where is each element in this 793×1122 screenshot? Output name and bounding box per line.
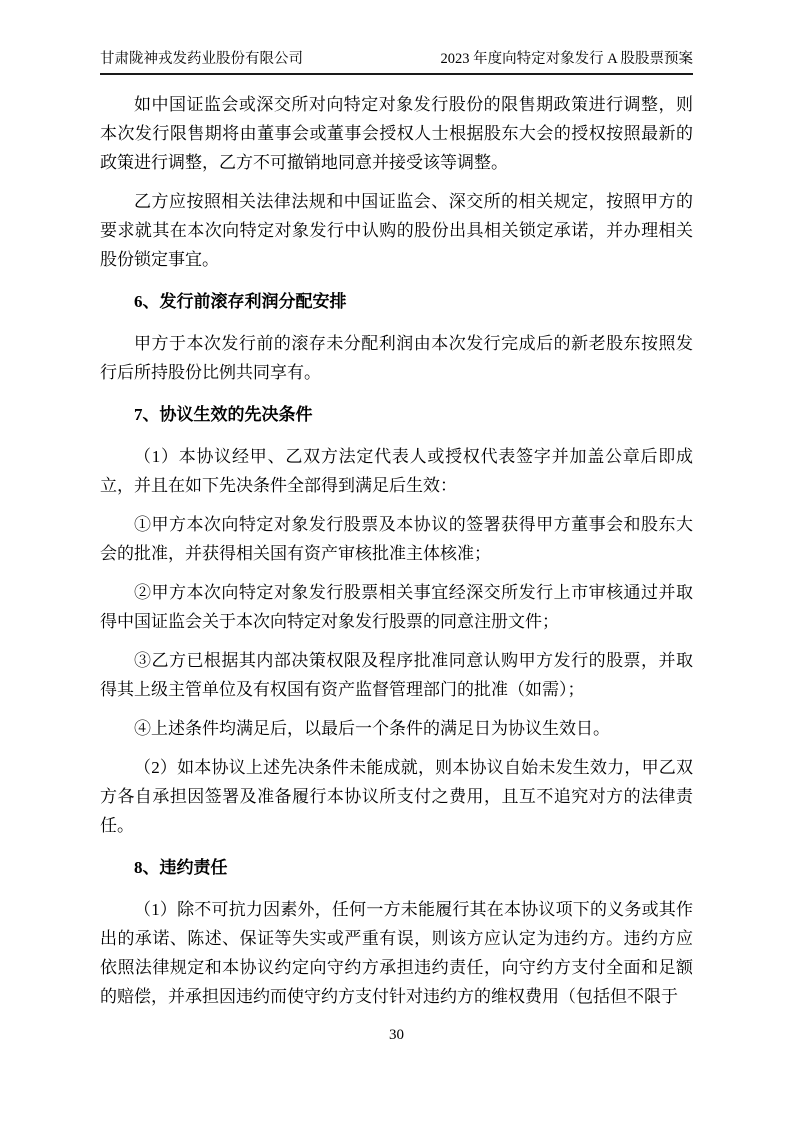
page-number: 30 [389, 1027, 404, 1043]
paragraph: （2）如本协议上述先决条件未能成就，则本协议自始未发生效力，甲乙双方各自承担因签署及准备履行本协议所支付之费用，且互不追究对方的法律责任。 [100, 758, 693, 835]
paragraph: 甲方于本次发行前的滚存未分配利润由本次发行完成后的新老股东按照发行后所持股份比例共同享有。 [100, 334, 693, 382]
paragraph: （1）除不可抗力因素外，任何一方未能履行其在本协议项下的义务或其作出的承诺、陈述、保证等失实或严重有误，则该方应认定为违约方。违约方应依照法律规定和本协议约定向守约方承担违约责任，向守约方支付全面和足额的赔偿，并承担因违约而使守约方支付针对违约方的维权费用（包括但不限于 [100, 900, 693, 1006]
list-item-1: ①甲方本次向特定对象发行股票及本协议的签署获得甲方董事会和股东大会的批准，并获得相关国有资产审核批准主体核准； [100, 515, 693, 563]
section-heading-6: 6、发行前滚存利润分配安排 [134, 292, 347, 311]
paragraph: 乙方应按照相关法律法规和中国证监会、深交所的相关规定，按照甲方的要求就其在本次向特定对象发行中认购的股份出具相关锁定承诺，并办理相关股份锁定事宜。 [100, 192, 693, 269]
page-header [100, 50, 693, 75]
header-document-title: 2023 年度向特定对象发行 A 股股票预案 [440, 51, 693, 67]
list-item-4: ④上述条件均满足后，以最后一个条件的满足日为协议生效日。 [134, 719, 610, 738]
list-item-2: ②甲方本次向特定对象发行股票相关事宜经深交所发行上市审核通过并取得中国证监会关于本次向特定对象发行股票的同意注册文件； [100, 583, 693, 631]
paragraph: （1）本协议经甲、乙双方法定代表人或授权代表签字并加盖公章后即成立，并且在如下先决条件全部得到满足后生效： [100, 447, 693, 495]
list-item-3: ③乙方已根据其内部决策权限及程序批准同意认购甲方发行的股票，并取得其上级主管单位及有权国有资产监督管理部门的批准（如需）； [100, 651, 693, 699]
section-heading-7: 7、协议生效的先决条件 [134, 405, 313, 424]
page-footer [0, 1026, 793, 1044]
paragraph: 如中国证监会或深交所对向特定对象发行股份的限售期政策进行调整，则本次发行限售期将由董事会或董事会授权人士根据股东大会的授权按照最新的政策进行调整，乙方不可撤销地同意并接受该等调整。 [100, 95, 693, 172]
header-company-name: 甘肃陇神戎发药业股份有限公司 [100, 51, 303, 67]
document-body [100, 90, 693, 1021]
section-heading-8: 8、违约责任 [134, 858, 228, 877]
